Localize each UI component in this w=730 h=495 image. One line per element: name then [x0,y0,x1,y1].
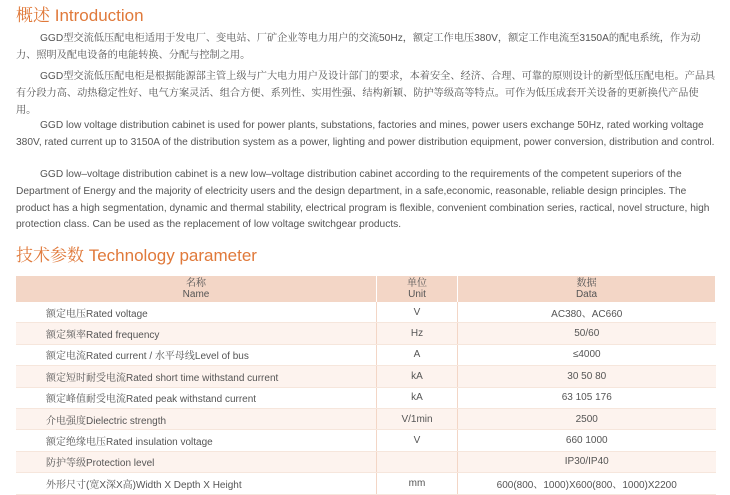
param-data: 50/60 [458,323,716,344]
param-unit: kA [377,366,458,387]
param-data: ≤4000 [458,344,716,365]
data-header-en: Data [575,289,598,300]
table-header-row [16,276,716,302]
intro-paragraph-en-2: GGD low–voltage distribution cabinet is a new low–voltage distribution cabinet according to the requirements of the competent superiors of the Department of Energy and the majority of electricity users and the design department, in a safe,economic, reasonable, reliable design principles. The product has a high segmentation, dynamic and thermal stability, electrical program is flexible, convenient combination series, ractical, novel structure, high protection class. Can be used as the replacement of low voltage switchgear products. [16,169,710,231]
param-name: 介电强度Dielectric strength [16,408,377,429]
table-row [16,302,716,323]
param-unit: Hz [377,323,458,344]
table-row [16,344,716,365]
unit-column-header [377,276,458,302]
param-name: 外形尺寸(宽X深X高)Width X Depth X Height [16,473,377,494]
table-row [16,473,716,494]
param-data: 63 105 176 [458,387,716,408]
param-unit: V/1min [377,408,458,429]
intro-paragraph-cn-1: GGD型交流低压配电柜适用于发电厂、变电站、厂矿企业等电力用户的交流50Hz，额定工作电压380V，额定工作电流至3150A的配电系统，作为动力、照明及配电设备的电能转换、分配与控制之用。 [16,33,701,61]
unit-header-en: Unit [408,289,426,300]
table-row [16,323,716,344]
param-name: 额定峰值耐受电流Rated peak withstand current [16,387,377,408]
param-unit: V [377,430,458,451]
param-data: 660 1000 [458,430,716,451]
name-header-cn: 名称 [186,278,206,289]
data-column-header [458,276,716,302]
param-name: 额定电流Rated current / 水平母线Level of bus [16,344,377,365]
param-unit: V [377,302,458,323]
table-row [16,451,716,472]
param-name: 防护等级Protection level [16,451,377,472]
table-row [16,408,716,429]
param-unit [377,451,458,472]
param-data: AC380、AC660 [458,302,716,323]
unit-header-cn: 单位 [407,278,427,289]
param-name: 额定绝缘电压Rated insulation voltage [16,430,377,451]
param-data: 2500 [458,408,716,429]
name-header-en: Name [182,289,210,300]
table-row [16,430,716,451]
name-column-header [16,276,377,302]
parameter-table [16,276,716,495]
data-header-cn: 数据 [576,278,597,289]
param-unit: mm [377,473,458,494]
param-unit: A [377,344,458,365]
introduction-heading: 概述 Introduction [16,6,144,25]
table-row [16,387,716,408]
param-data: 30 50 80 [458,366,716,387]
technology-parameter-heading: 技术参数 Technology parameter [16,246,257,265]
intro-paragraph-cn-2: GGD型交流低压配电柜是根据能源部主管上级与广大电力用户及设计部门的要求，本着安全、经济、合理、可靠的原则设计的新型低压配电柜。产品具有分段力高、动热稳定性好、电气方案灵活、组合方便、系列性、实用性强、结构新颖、防护等级高等特点。可作为低压成套开关设备的更新换代产品使用。 [16,71,716,116]
param-name: 额定电压Rated voltage [16,302,377,323]
param-data: IP30/IP40 [458,451,716,472]
param-name: 额定频率Rated frequency [16,323,377,344]
param-data: 600(800、1000)X600(800、1000)X2200 [458,473,716,494]
param-unit: kA [377,387,458,408]
param-name: 额定短时耐受电流Rated short time withstand current [16,366,377,387]
table-row [16,366,716,387]
intro-paragraph-en-1: GGD low voltage distribution cabinet is used for power plants, substations, factories and mines, power users exchange 50Hz, rated working voltage 380V, rated current up to 3150A of the distribution system as a power, lighting and power distribution equipment, power conversion, distribution and control. [16,120,715,148]
